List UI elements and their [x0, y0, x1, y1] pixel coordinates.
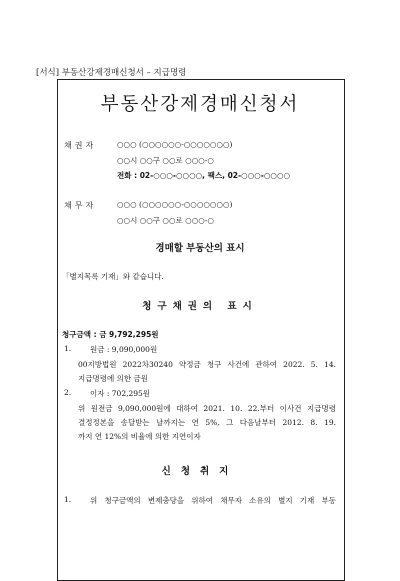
- document-title: 부동산강제경매신청서: [100, 94, 300, 115]
- claim-item-1-line-2: 지급명령에 의한 금원: [78, 374, 148, 383]
- debtor-label: 채무자: [64, 201, 97, 210]
- creditor-name: ○○○ (○○○○○○-○○○○○○○): [117, 140, 233, 149]
- application-item-1-number: 1.: [64, 495, 72, 504]
- claim-item-1-line-1: 00지방법원 2022차30240 약정금 청구 사건에 관하여 2022. 5. 14.: [78, 360, 336, 369]
- claim-item-2-number: 2.: [64, 388, 72, 397]
- claim-item-2-line-1: 위 원전금 9,090,000원에 대하여 2021. 10. 22.부터 이사건 지급명령: [78, 404, 336, 413]
- claim-item-2-title: 이자 : 702,295원: [90, 389, 151, 398]
- creditor-contact: 전화 : 02-○○○-○○○○, 팩스, 02-○○○-○○○○: [117, 171, 291, 180]
- claim-item-1-number: 1.: [64, 344, 72, 353]
- claim-item-2-line-2: 결정정본을 송달받는 날까지는 연 5%, 그 다음날부터 2012. 8. 19.: [78, 418, 336, 427]
- claim-total: 청구금액 : 금 9,792,295원: [62, 330, 159, 339]
- claim-item-1-title: 원금 : 9,090,000원: [90, 345, 158, 354]
- property-heading: 경매할 부동산의 표시: [155, 243, 245, 254]
- form-caption: [서식] 부동산강제경매신청서 – 지급명령: [36, 68, 187, 78]
- debtor-name: ○○○ (○○○○○○-○○○○○○○): [117, 200, 233, 209]
- claim-heading: 청구채권의 표시: [142, 301, 258, 312]
- application-item-1-text: 위 청구금액의 변제충당을 위하여 채무자 소유의 별지 기재 부동: [90, 496, 336, 505]
- debtor-address: ○○시 ○○구 ○○로 ○○○-○: [117, 216, 214, 225]
- application-heading: 신청취지: [161, 466, 239, 477]
- creditor-label: 채권자: [64, 141, 97, 150]
- property-text: 「별지목록 기재」와 같습니다.: [62, 272, 164, 281]
- creditor-address: ○○시 ○○구 ○○로 ○○○-○: [117, 156, 214, 165]
- claim-item-2-line-3: 까지 연 12%의 비율에 의한 지연이자: [78, 432, 201, 441]
